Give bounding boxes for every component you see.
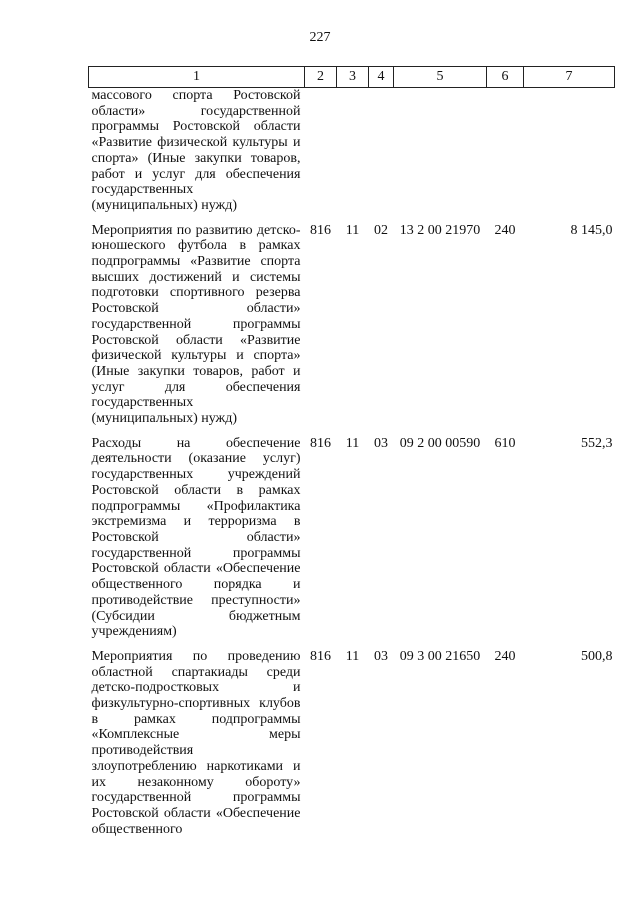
row-description: массового спорта Ростовской области» государственной программы Ростовской области «Развитие физической культуры и спорта» (Иные закупки товаров, работ и услуг для обеспечения государственных (муниципальных) нужд): [91, 88, 301, 213]
row-amount: 552,3: [581, 435, 613, 451]
row-section-code: 11: [345, 222, 360, 238]
row-description: Расходы на обеспечение деятельности (оказание услуг) государственных учреждений Ростовской области в рамках подпрограммы «Профилактика экстремизма и терроризма в Ростовской области» государственной программы Ростовской области «Обеспечение общественного порядка и противодействие преступности» (Субсидии бюджетным учреждениям): [91, 435, 301, 640]
row-target-article: [394, 88, 487, 223]
table-row: [89, 223, 615, 436]
row-expense-type: 610: [494, 435, 516, 451]
column-header-5: 5: [394, 67, 487, 88]
column-header-2: 2: [305, 67, 337, 88]
table-row: [89, 436, 615, 649]
column-header-1: 1: [89, 67, 305, 88]
row-expense-type: 240: [494, 648, 516, 664]
row-description: Мероприятия по проведению областной спартакиады среди детско-подростковых и физкультурно-спортивных клубов в рамках подпрограммы «Комплексные меры противодействия злоупотреблению наркотиками и их незаконному обороту» государственной программы Ростовской области «Обеспечение общественного: [91, 648, 301, 837]
row-ministry-code: 816: [310, 648, 331, 664]
row-ministry-code: 816: [310, 222, 331, 238]
row-expense-type: 240: [494, 222, 516, 238]
row-amount: [524, 88, 615, 223]
row-section-code: 11: [345, 648, 360, 664]
row-description: Мероприятия по развитию детско-юношеского футбола в рамках подпрограммы «Развитие спорта высших достижений и системы подготовки спортивного резерва Ростовской области» государственной программы Ростовской области «Развитие физической культуры и спорта» (Иные закупки товаров, работ и услуг для обеспечения государственных (муниципальных) нужд): [91, 222, 301, 427]
column-header-3: 3: [337, 67, 369, 88]
row-amount: 500,8: [581, 648, 613, 664]
budget-table: [88, 66, 615, 846]
row-ministry-code: [305, 88, 337, 223]
row-amount: 8 145,0: [570, 222, 613, 238]
row-ministry-code: 816: [310, 435, 331, 451]
column-header-6: 6: [487, 67, 524, 88]
table-header-row: [89, 67, 615, 88]
row-target-article: 09 2 00 00590: [399, 435, 481, 451]
row-subsection-code: 02: [374, 222, 388, 238]
table-row: [89, 649, 615, 846]
row-subsection-code: 03: [374, 435, 388, 451]
page-number: 227: [309, 30, 331, 45]
row-section-code: 11: [345, 435, 360, 451]
row-subsection-code: [369, 88, 394, 223]
column-header-7: 7: [524, 67, 615, 88]
table-row: [89, 88, 615, 223]
row-subsection-code: 03: [374, 648, 388, 664]
row-target-article: 13 2 00 21970: [399, 222, 481, 238]
row-section-code: [337, 88, 369, 223]
row-target-article: 09 3 00 21650: [399, 648, 481, 664]
column-header-4: 4: [369, 67, 394, 88]
row-expense-type: [487, 88, 524, 223]
